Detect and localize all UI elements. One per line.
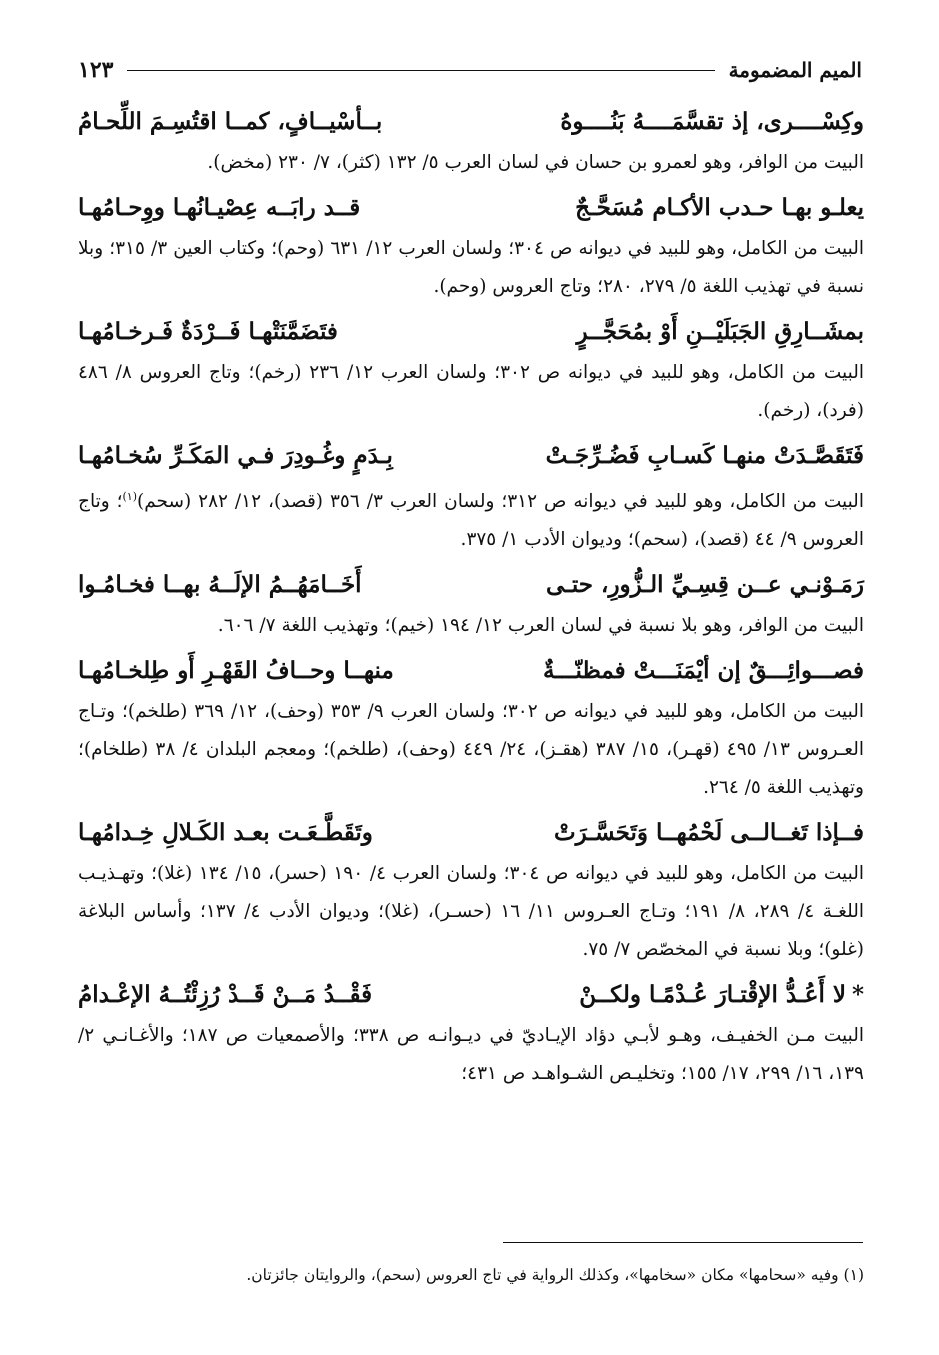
second-hemistich: وتَقَطَّـعَـت بعـد الكَـلالِ خِـدامُهـا: [78, 819, 373, 847]
verse-note: البيت من الوافر، وهو لعمرو بن حسان في لسان العرب ٥/ ١٣٢ (كثر)، ٧/ ٢٣٠ (مخض).: [207, 152, 864, 173]
verse-note: البيت من الكامل، وهو للبيد في ديوانه ص ٣٠٤؛ ولسان العرب ٤/ ١٩٠ (حسر)، ١٥/ ١٣٤ (غلا)؛ وتهـذيـب اللغـة ٤/ ٢٨٩، ٨/ ١٩١؛ وتـاج العـروس ١١/ ١٦ (حسـر)، (غلا)؛ وديوان الأدب ٤/ ١٣٧؛ وأساس البلاغة (غلو)؛ وبلا نسبة في المخصّص ٧/ ٧٥.: [78, 863, 864, 961]
verse-line: [78, 434, 864, 478]
note-text-continued: ؛ وتاج العروس ٩/ ٤٤ (قصد)، (سحم)؛ وديوان الأدب ١/ ٣٧٥.: [78, 491, 864, 551]
star-marker: *: [851, 981, 864, 1009]
second-hemistich: فَقْــدُ مَــنْ قَــدْ رُزِئْتُــهُ الإعْـدامُ: [78, 981, 373, 1009]
first-hemistich: فَتَقَصَّـدَتْ منهـا كَسـابِ فَضُـرِّجَـتْ: [545, 442, 864, 469]
hemistich-text: لا أَعُـدُّ الإقْتـارَ عُـدْمًـا ولكــنْ: [579, 981, 846, 1009]
verse-line: [78, 310, 864, 354]
second-hemistich: منهــا وحــافُ القَهْـرِ أَو طِلخـامُهـا: [78, 657, 394, 685]
verse-line: [78, 100, 864, 144]
second-hemistich: أَخَــامَهُــمُ الإلَــهُ بهــا فخـامُـوا: [78, 571, 362, 599]
verse-line: [78, 811, 864, 855]
first-hemistich: وكِسْــــرى، إذ تقسَّمَــــهُ بَنُــــوهُ: [560, 108, 864, 135]
second-hemistich: بــأسْيــافٍ، كمــا اقتُسِـمَ اللِّحـامُ: [78, 108, 383, 135]
verse-note: البيت من الكامل، وهو للبيد في ديوانه ص ٣٠٤؛ ولسان العرب ١٢/ ٦٣١ (وحم)؛ وكتاب العين ٣/ ٣١٥؛ وبلا نسبة في تهذيب اللغة ٥/ ٢٧٩، ٢٨٠؛ وتاج العروس (وحم).: [78, 238, 864, 297]
verse-note: البيت من الكامل، وهو للبيد في ديوانه ص ٣٠٢؛ ولسان العرب ١٢/ ٢٣٦ (رخم)؛ وتاج العروس ٨/ ٤٨٦ (فرد)، (رخم).: [78, 362, 864, 421]
header-rule: [127, 70, 714, 71]
chapter-title: الميم المضمومة: [728, 58, 862, 82]
first-hemistich: يعلـو بهـا حـدب الأكـام مُسَحَّـجٌ: [575, 194, 864, 221]
footnote-marker: (١): [122, 490, 138, 503]
first-hemistich: بمشَــارِقِ الجَبَلَيْــنِ أَوْ بمُحَجَّــرٍ: [576, 318, 864, 345]
first-hemistich: رَمَـوْنـي عــن قِسِـيِّ الـزُّورِ، حتـى: [545, 571, 864, 599]
verse-line: [78, 186, 864, 230]
verse-note: [78, 478, 864, 559]
main-content: [78, 98, 864, 1097]
verse-note: البيت من الكامل، وهو للبيد في ديوانه ص ٣٠٢؛ ولسان العرب ٩/ ٣٥٣ (وحف)، ١٢/ ٣٦٩ (طلخم)؛ وتـاج العـروس ١٣/ ٤٩٥ (قهـر)، ١٥/ ٣٨٧ (هقـز)، ٢٤/ ٤٤٩ (وحف)، (طلخم)؛ ومعجم البلدان ٤/ ٣٨ (طلخام)؛ وتهذيب اللغة ٥/ ٢٦٤.: [78, 701, 864, 799]
second-hemistich: فتَضَمَّنَتْهـا فَــرْدَةٌ فَـرخـامُهـا: [78, 318, 338, 345]
footnote-rule: [503, 1242, 863, 1243]
page-header: [78, 50, 862, 90]
verse-note: البيت من الوافر، وهو بلا نسبة في لسان العرب ١٢/ ١٩٤ (خيم)؛ وتهذيب اللغة ٧/ ٦٠٦.: [217, 615, 864, 637]
verse-note: البيت مـن الخفيـف، وهـو لأبـي دؤاد الإيـاديّ في ديـوانـه ص ٣٣٨؛ والأصمعيات ص ١٨٧؛ والأغـانـي ٢/ ١٣٩، ١٦/ ٢٩٩، ١٧/ ١٥٥؛ وتخليـص الشـواهـد ص ٤٣١؛: [78, 1025, 864, 1085]
first-hemistich: فصـــوائِـــقٌ إن أيْمَنَـــتْ فمظنّـــةٌ: [542, 657, 864, 685]
verse-line: [78, 973, 864, 1017]
verse-line: [78, 563, 864, 607]
verse-line: [78, 649, 864, 693]
footnote: (١) وفيه «سحامها» مكان «سخامها»، وكذلك الرواية في تاج العروس (سحم)، والروايتان جائزتان.: [246, 1266, 864, 1284]
second-hemistich: قــد رابَــه عِصْيـانُهـا ووِحـامُهـا: [78, 194, 361, 221]
note-text: البيت من الكامل، وهو للبيد في ديوانه ص ٣١٢؛ ولسان العرب ٣/ ٣٥٦ (قصد)، ١٢/ ٢٨٢ (سحم): [137, 491, 864, 513]
first-hemistich: فــإذا تَغــالــى لَحْمُهــا وَتَحَسَّـرَتْ: [554, 819, 864, 847]
page-number: ١٢٣: [78, 57, 114, 83]
second-hemistich: بِـدَمٍ وغُـودِرَ فـي المَكَـرِّ سُخـامُهـا: [78, 442, 393, 469]
first-hemistich: [579, 973, 864, 1017]
